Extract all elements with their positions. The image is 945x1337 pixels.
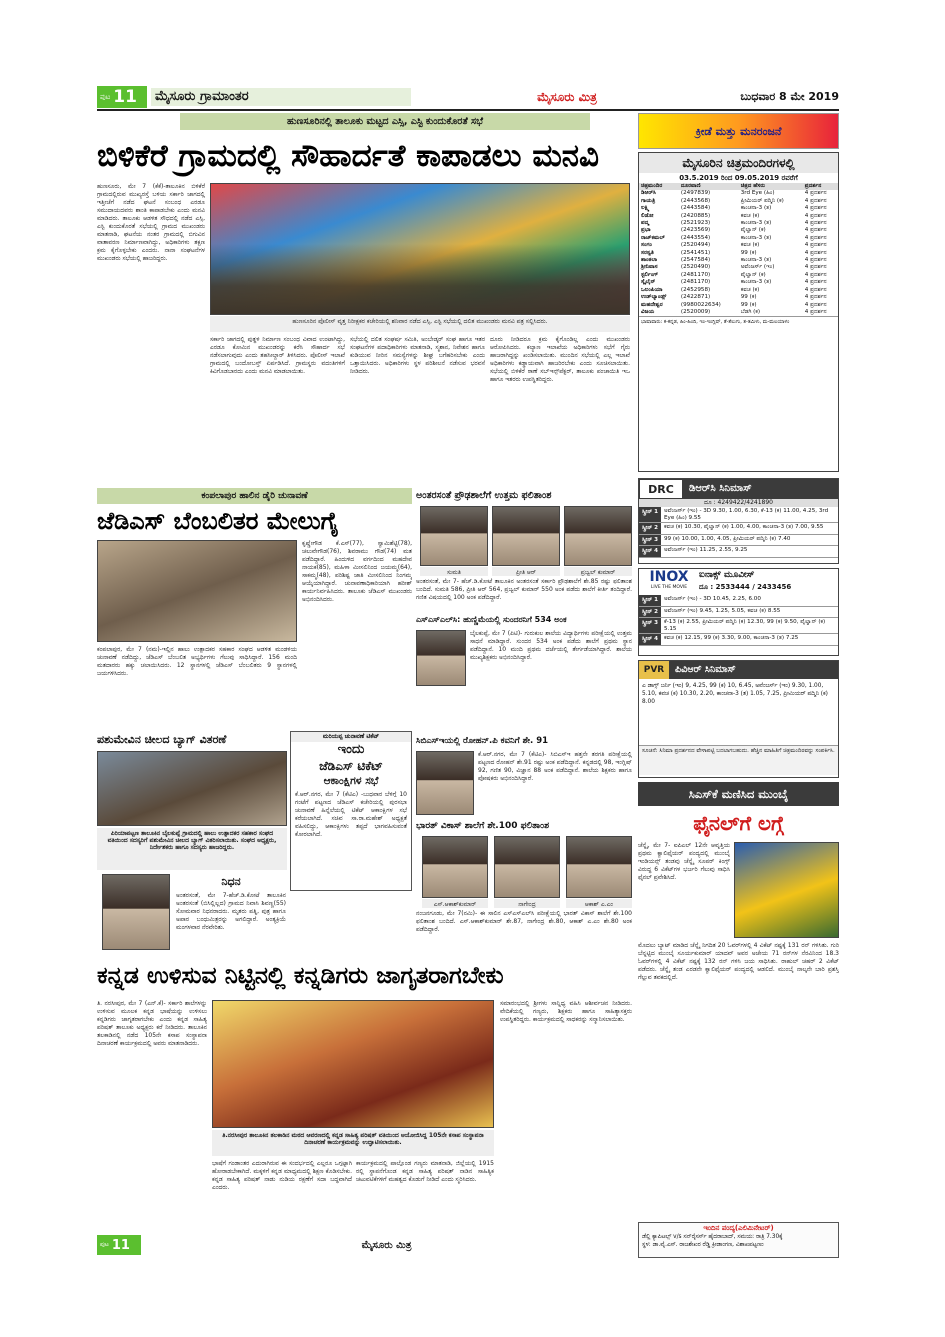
cell-phone: (2541451) bbox=[680, 249, 711, 256]
footer-paper-name: ಮೈಸೂರು ಮಿತ್ರ bbox=[361, 1239, 412, 1251]
cinema-row bbox=[639, 198, 838, 205]
cell-phone: (2520490) bbox=[680, 264, 711, 271]
cinema-row bbox=[639, 287, 838, 294]
cell-shows: 4 ಪ್ರದರ್ಶನ bbox=[804, 308, 827, 315]
footer-page-number: 11 bbox=[111, 1237, 130, 1253]
cbse-body-text: ಕೆ.ಆರ್.ನಗರ, ಮೇ 7 (ಕೆಟಿಎ)- ಸಿಬಿಎಸ್‌ಇ ಹತ್ತನೇ ತರಗತಿ ಪರೀಕ್ಷೆಯಲ್ಲಿ ಪಟ್ಟಣದ ರೋಹನ್ ಶೇ.91 ರಷ್ಟು ಅಂಕ ಪಡೆದಿದ್ದಾನೆ. ಕನ್ನಡದಲ್ಲಿ 98, ಇಂಗ್ಲಿಷ್ 92, ಗಣಿತ 90, ವಿಜ್ಞಾನ 88 ಅಂಕ ಪಡೆದಿದ್ದಾನೆ. ಶಾಲೆಯ ಶಿಕ್ಷಕರು ಹಾಗೂ ಪೋಷಕರು ಅಭಿನಂದಿಸಿದ್ದಾರೆ. bbox=[478, 751, 632, 782]
pvr-block bbox=[638, 660, 839, 778]
inox-screen-row bbox=[639, 607, 838, 619]
cinema-row bbox=[639, 302, 838, 309]
page-footer bbox=[97, 1235, 632, 1255]
nidhana-body bbox=[176, 892, 286, 950]
jds-meet-h2: ಜೆಡಿಎಸ್ ಟಿಕೆಟ್ bbox=[319, 759, 383, 773]
jds-meet-h3: ಆಕಾಂಕ್ಷಿಗಳ ಸಭೆ bbox=[323, 775, 379, 787]
cinema-title: ಮೈಸೂರಿನ ಚಿತ್ರಮಂದಿರಗಳಲ್ಲಿ bbox=[639, 153, 838, 173]
inox-screen-row bbox=[639, 595, 838, 607]
kannada-footer-text: ಕಾರ್ಯಕ್ರಮದಲ್ಲಿ ಪಾಲ್ಗೊಂಡ ಗಣ್ಯರು ಮಾತನಾಡಿ, ಜಿಲ್ಲೆಯಲ್ಲಿ 1915 ರಲ್ಲಿ ಸ್ಥಾಪನೆಗೊಂಡ ಕನ್ನಡ ಸಾಹಿತ್ಯ ಪರಿಷತ್ ನಾಡಿನ ಸಾಹಿತ್ಯಿಕ ಚಟುವಟಿಕೆಗಳಿಗೆ ಮಹತ್ವದ ಕೊಡುಗೆ ನೀಡಿದೆ ಎಂದು ಸ್ಮರಿಸಿದರು. bbox=[356, 1160, 494, 1183]
cell-theatre: ಒಲಂಪಿಯಾ bbox=[641, 286, 663, 293]
cell-film: ಅವೆಂಜರ್ಸ್ (ಇಂ) bbox=[740, 264, 775, 271]
cell-theatre: ಮಹದೇಶ್ವರ bbox=[641, 301, 663, 308]
cell-theatre: ವಿಜಯ bbox=[641, 308, 655, 315]
csk-body2-text: ಮೊದಲು ಬ್ಯಾಟ್ ಮಾಡಿದ ಚೆನ್ನೈ ನಿಗದಿತ 20 ಓವರ್‌ಗಳಲ್ಲಿ 4 ವಿಕೆಟ್ ನಷ್ಟಕ್ಕೆ 131 ರನ್ ಗಳಿಸಿತು. ಗುರಿ ಬೆನ್ನಟ್ಟಿದ ಮುಂಬೈ ಸೂರ್ಯಕುಮಾರ್ ಯಾದವ್ ಅವರ ಅಜೇಯ 71 ರನ್‌ಗಳ ನೆರವಿನಿಂದ 18.3 ಓವರ್‌ಗಳಲ್ಲಿ 4 ವಿಕೆಟ್ ನಷ್ಟಕ್ಕೆ 132 ರನ್ ಗಳಿಸಿ ಜಯ ಸಾಧಿಸಿತು. ರಾಹುಲ್ ಚಹರ್ 2 ವಿಕೆಟ್ ಪಡೆದರು. ಚೆನ್ನೈ ತಂಡ ಎರಡನೇ ಕ್ವಾಲಿಫೈಯರ್ ಪಂದ್ಯದಲ್ಲಿ ಆಡಲಿದೆ. ಮುಂಬೈ ನಾಲ್ಕನೇ ಬಾರಿ ಪ್ರಶಸ್ತಿ ಗೆಲ್ಲುವ ತವಕದಲ್ಲಿದೆ. bbox=[638, 942, 839, 981]
cell-film: ಕಾಂಚನಾ-3 (ತ) bbox=[740, 220, 772, 227]
cinema-row bbox=[639, 190, 838, 197]
cell-shows: 4 ಪ್ರದರ್ಶನ bbox=[804, 286, 827, 293]
nidhana-headline: ನಿಧನ bbox=[221, 875, 241, 888]
student-name: ಪ್ರಜ್ವಲ್ ಕುಮಾರ್ bbox=[564, 567, 632, 576]
student-name: ಪ್ರೀತಿ ಆರ್ bbox=[492, 567, 560, 576]
kampalapura-photo bbox=[97, 540, 297, 642]
screen-label: ಸ್ಕ್ರೀನ್ 2 bbox=[639, 607, 661, 618]
kampalapura-body1-text: ಕೃಷ್ಣೇಗೌಡ ಕೆ.ಎಸ್(77), ಸ್ವಾಮಿಶೆಟ್ಟಿ(78), ಚಲುವೇಗೌಡ(76), ಶಿವರಾಮು ಗೌಡ(74) ಮತ ಪಡೆದಿದ್ದಾರೆ. ಹಿಂದುಳಿದ ವರ್ಗದಿಂದ ಮಹದೇವ ನಾಯಕ(85), ಮಹಿಳಾ ಮೀಸಲಿನಿಂದ ಜಯಮ್ಮ(64), ಸಾಕಮ್ಮ(48), ಪರಿಶಿಷ್ಟ ಜಾತಿ ಮೀಸಲಿನಿಂದ ನಿಂಗಮ್ಮ ಆಯ್ಕೆಯಾಗಿದ್ದಾರೆ. ಚುನಾವಣಾಧಿಕಾರಿಯಾಗಿ ಹರೀಶ್ ಕಾರ್ಯನಿರ್ವಹಿಸಿದರು. ತಾಲೂಕು ಜೆಡಿಎಸ್ ಮುಖಂಡರು ಅಭಿನಂದಿಸಿದರು. bbox=[302, 540, 412, 603]
kannada-footer bbox=[356, 1160, 494, 1232]
cell-phone: (2521923) bbox=[680, 220, 711, 227]
cell-film: ಕಾಂಚನಾ-3 (ತ) bbox=[740, 205, 772, 212]
kampalapura-kicker: ಕಂಪಲಾಪುರ ಹಾಲಿನ ಡೈರಿ ಚುನಾವಣೆ bbox=[97, 488, 412, 504]
footer-page-box bbox=[97, 1235, 141, 1255]
student-photo bbox=[492, 506, 560, 566]
kampalapura-body1 bbox=[302, 540, 412, 728]
drc-logo: DRC bbox=[639, 479, 683, 499]
cell-phone: (9980022634) bbox=[680, 301, 721, 308]
cinema-row bbox=[639, 227, 838, 234]
cell-theatre: ಗಾಯತ್ರಿ bbox=[641, 197, 656, 204]
page-number-box bbox=[97, 86, 147, 108]
sslc-headline: ಎಸ್‌ಎಸ್‌ಎಲ್‌ಸಿ: ಹುಣ್ಣಿಮೆಯಲ್ಲಿ ಸುಂದರನಿಗೆ 534 ಅಂಕ bbox=[416, 615, 567, 624]
cell-theatre: ಶಾಂತಲಾ bbox=[641, 257, 658, 264]
cell-theatre: ಸರಸ್ವತಿ bbox=[641, 249, 654, 256]
cell-theatre: ಲಕ್ಷ್ಮಿ bbox=[641, 205, 650, 212]
cinema-row bbox=[639, 235, 838, 242]
cinema-listing bbox=[638, 152, 839, 472]
inox-screen-row bbox=[639, 634, 838, 646]
sslc-body-text: ಬೈಲಕುಪ್ಪೆ, ಮೇ 7 (ಪಿಟಿ)- ಗುರುಕುಲ ಶಾಲೆಯ ವಿದ್ಯಾರ್ಥಿಗಳು ಪರೀಕ್ಷೆಯಲ್ಲಿ ಉತ್ತಮ ಸಾಧನೆ ಮಾಡಿದ್ದಾರೆ. ಸುಂದರ 534 ಅಂಕ ಪಡೆದು ಶಾಲೆಗೆ ಪ್ರಥಮ ಸ್ಥಾನ ಪಡೆದಿದ್ದಾನೆ. 10 ಮಂದಿ ಪ್ರಥಮ ದರ್ಜೆಯಲ್ಲಿ ತೇರ್ಗಡೆಯಾಗಿದ್ದಾರೆ. ಶಾಲೆಯ ಮುಖ್ಯಶಿಕ್ಷಕರು ಅಭಿನಂದಿಸಿದ್ದಾರೆ. bbox=[470, 630, 632, 661]
cell-theatre: ಶ್ರೀನಿವಾಸ bbox=[641, 264, 658, 271]
screen-label: ಸ್ಕ್ರೀನ್ 4 bbox=[639, 546, 661, 557]
csk-headline: ಫೈನಲ್‌ಗೆ ಲಗ್ಗೆ bbox=[693, 811, 784, 835]
screen-schedule: ಅವೆಂಜರ್ಸ್ (ಇಂ) 11.25, 2.55, 9.25 bbox=[664, 547, 748, 554]
pashu-caption: ಪಿರಿಯಾಪಟ್ಟಣ ತಾಲೂಕಿನ ಬೈಲಕುಪ್ಪೆ ಗ್ರಾಮದಲ್ಲಿ ಹಾಲು ಉತ್ಪಾದಕರ ಸಹಕಾರ ಸಂಘದ ವತಿಯಿಂದ ಸದಸ್ಯರಿಗೆ ಪಶುಮೇವಿನ ಚೀಲದ ಬ್ಯಾಗ್ ವಿತರಿಸಲಾಯಿತು. ಸಂಘದ ಅಧ್ಯಕ್ಷರು, ನಿರ್ದೇಶಕರು ಹಾಗೂ ಸದಸ್ಯರು ಹಾಜರಿದ್ದರು. bbox=[97, 828, 287, 870]
cell-theatre: ಪ್ರಭಾ bbox=[641, 227, 651, 234]
lead-caption: ಹುಣಸೂರಿನ ಪೊಲೀಸ್ ವೃತ್ತ ನಿರೀಕ್ಷಕರ ಕಚೇರಿಯಲ್ಲಿ ಶನಿವಾರ ನಡೆದ ಎಸ್ಸಿ, ಎಸ್ಟಿ ಸಭೆಯಲ್ಲಿ ದಲಿತ ಮುಖಂಡರು ಮನವಿ ಪತ್ರ ಸಲ್ಲಿಸಿದರು. bbox=[210, 316, 630, 332]
cell-theatre: ಉಡ್‌ಲ್ಯಾಂಡ್ಸ್ bbox=[641, 294, 667, 301]
cell-film: 99 (ಕ) bbox=[740, 294, 757, 301]
cinema-row bbox=[639, 279, 838, 286]
kannada-body2-text: ಭಾಷೆಗೆ ಗಂಡಾಂತರ ಎದುರಾಗಿರುವ ಈ ಸಂದರ್ಭದಲ್ಲಿ ಎಲ್ಲರೂ ಒಗ್ಗಟ್ಟಾಗಿ ಹೋರಾಡಬೇಕಾಗಿದೆ. ಮಕ್ಕಳಿಗೆ ಕನ್ನಡ ಮಾಧ್ಯಮದಲ್ಲಿ ಶಿಕ್ಷಣ ಕೊಡಿಸಬೇಕು. ಕನ್ನಡ ಸಾಹಿತ್ಯ ಪರಿಷತ್ ನಾಡು ನುಡಿಯ ರಕ್ಷಣೆಗೆ ಸದಾ ಬದ್ಧವಾಗಿದೆ ಎಂದರು. bbox=[212, 1160, 352, 1191]
kannada-body3-text: ಸಮಾರಂಭದಲ್ಲಿ ಶ್ರೀಗಳು ಸಾನ್ನಿಧ್ಯ ವಹಿಸಿ ಆಶೀರ್ವಚನ ನೀಡಿದರು. ವೇದಿಕೆಯಲ್ಲಿ ಗಣ್ಯರು, ಶಿಕ್ಷಕರು ಹಾಗೂ ಸಾಹಿತ್ಯಾಸಕ್ತರು ಉಪಸ್ಥಿತರಿದ್ದರು. ಕಾರ್ಯಕ್ರಮದಲ್ಲಿ ಸಾಧಕರನ್ನು ಸನ್ಮಾನಿಸಲಾಯಿತು. bbox=[500, 1000, 632, 1023]
screen-schedule: ಕೆ-13 (ಕ) 2.55, ಪ್ರೀಮಿಯರ್ ಪದ್ಮಿನಿ (ಕ) 12.30, 99 (ಕ) 9.50, ಪೈಲ್ವಾನ್ (ಕ) 5.15 bbox=[664, 619, 826, 632]
screen-schedule: ಕವಚ (ಕ) 12.15, 99 (ಕ) 3.30, 9.00, ಕಾಂಚನಾ-3 (ತ) 7.25 bbox=[664, 635, 799, 642]
kampalapura-headline: ಜೆಡಿಎಸ್ ಬೆಂಬಲಿತರ ಮೇಲುಗೈ bbox=[97, 507, 339, 535]
csk-body1 bbox=[638, 842, 730, 938]
col-theatre: ಚಿತ್ರಮಂದಿರ bbox=[641, 183, 663, 189]
cell-phone: (2443584) bbox=[680, 205, 711, 212]
csk-match-label: ಇಂದಿನ ಪಂದ್ಯ(ಎಲಿಮಿನೇಟರ್) bbox=[703, 1224, 774, 1232]
student-name: ಆಕಾಶ್ ಎ.ಎಂ bbox=[566, 899, 632, 908]
drc-title: ಡಿಆರ್‌ಸಿ ಸಿನಿಮಾಸ್ bbox=[689, 483, 752, 494]
cinema-table bbox=[639, 183, 838, 316]
kampalapura-body2-text: ಕಂಪಲಾಪುರ, ಮೇ 7 (ನಮ)-ಇಲ್ಲಿನ ಹಾಲು ಉತ್ಪಾದಕರ ಸಹಕಾರ ಸಂಘದ ಆಡಳಿತ ಮಂಡಳಿಯ ಚುನಾವಣೆ ನಡೆದಿದ್ದು, ಜೆಡಿಎಸ್ ಬೆಂಬಲಿತ ಅಭ್ಯರ್ಥಿಗಳು ಗೆಲುವು ಸಾಧಿಸಿದ್ದಾರೆ. 156 ಮಂದಿ ಮತದಾರರು ಹಕ್ಕು ಚಲಾಯಿಸಿದರು. 12 ಸ್ಥಾನಗಳಲ್ಲಿ ಜೆಡಿಎಸ್ ಬೆಂಬಲಿತರು 9 ಸ್ಥಾನಗಳಲ್ಲಿ ಜಯಗಳಿಸಿದರು. bbox=[97, 646, 297, 677]
pvr-title: ಪಿವಿಆರ್ ಸಿನಿಮಾಸ್ bbox=[675, 664, 736, 675]
cinema-row bbox=[639, 250, 838, 257]
drc-phone: ದೂ : 4249422/4241890 bbox=[639, 499, 838, 507]
cinema-row bbox=[639, 213, 838, 220]
csk-body2 bbox=[638, 942, 839, 1216]
lead-kicker: ಹುಣಸೂರಿನಲ್ಲಿ ತಾಲೂಕು ಮಟ್ಟದ ಎಸ್ಸಿ, ಎಸ್ಟಿ ಕುಂದುಕೊರತೆ ಸಭೆ bbox=[180, 113, 590, 130]
cell-shows: 4 ಪ್ರದರ್ಶನ bbox=[804, 242, 827, 249]
cell-phone: (2497839) bbox=[680, 190, 711, 197]
drc-screen-row bbox=[639, 546, 838, 558]
col-film: ಚಿತ್ರದ ಹೆಸರು bbox=[740, 183, 766, 189]
cell-theatre: ಸ್ಟರ್ಲಿಂಗ್ bbox=[641, 271, 659, 278]
kannada-headline: ಕನ್ನಡ ಉಳಿಸುವ ನಿಟ್ಟಿನಲ್ಲಿ ಕನ್ನಡಿಗರು ಜಾಗೃತರಾಗಬೇಕು bbox=[97, 961, 504, 989]
cell-film: 99 (ಕ) bbox=[740, 301, 757, 308]
cbse-photo bbox=[416, 751, 474, 815]
cinema-footer: ಭಾಷಾವಾರು: ಕ-ಕನ್ನಡ, ಹಿಂ-ಹಿಂದಿ, ಇಂ-ಇಂಗ್ಲಿಷ್, ತೆ-ತೆಲುಗು, ತ-ತಮಿಳು, ಮ-ಮಲಯಾಳಂ bbox=[639, 316, 838, 328]
cinema-row bbox=[639, 205, 838, 212]
cell-film: ಕಾಂಚನಾ-3 (ತ) bbox=[740, 257, 772, 264]
student-photo bbox=[420, 506, 488, 566]
cell-shows: 4 ಪ್ರದರ್ಶನ bbox=[804, 257, 827, 264]
cell-film: ಕಾಂಚನಾ-3 (ತ) bbox=[740, 279, 772, 286]
cinema-row bbox=[639, 309, 838, 316]
kampalapura-body2 bbox=[97, 646, 297, 728]
pvr-header bbox=[639, 661, 838, 679]
drc-screen-row bbox=[639, 507, 838, 523]
col-shows: ಪ್ರದರ್ಶನ bbox=[804, 183, 822, 189]
cell-phone: (2481170) bbox=[680, 279, 711, 286]
cell-phone: (2422871) bbox=[680, 294, 711, 301]
nidhana-body-text: ಅಂತರಸಂತೆ, ಮೇ 7-ಹೆಚ್.ಡಿ.ಕೋಟೆ ತಾಲೂಕಿನ ಅಂತರಸಂತೆ (ಬಿಸಿಲ್ಲಿಲ್ಲದ) ಗ್ರಾಮದ ನಿವಾಸಿ ಶಿವಣ್ಣ(55) ಸೋಮವಾರ ನಿಧನರಾದರು. ಮೃತರು ಪತ್ನಿ, ಪುತ್ರ ಹಾಗೂ ಅಪಾರ ಬಂಧುಮಿತ್ರರನ್ನು ಅಗಲಿದ್ದಾರೆ. ಅಂತ್ಯಕ್ರಿಯೆ ಮಂಗಳವಾರ ನೆರವೇರಿತು. bbox=[176, 892, 286, 931]
kannada-photo bbox=[212, 1000, 494, 1128]
issue-date: ಬುಧವಾರ 8 ಮೇ 2019 bbox=[740, 90, 839, 103]
inox-phone: ದೂ : 2533444 / 2433456 bbox=[699, 583, 792, 591]
screen-schedule: ಅವೆಂಜರ್ಸ್ (ಇಂ) 9.45, 1.25, 5.05, ಕವಚ (ಕ) 8.55 bbox=[664, 607, 781, 614]
page-label: ಪುಟ bbox=[100, 92, 111, 101]
cell-shows: 4 ಪ್ರದರ್ಶನ bbox=[804, 279, 827, 286]
lead-col1-text: ಹುಣಸೂರು, ಮೇ 7 (ಕೆಕೆ)-ತಾಲೂಕಿನ ಬಿಳಿಕೆರೆ ಗ್ರಾಮದಲ್ಲಿರುವ ಮುಖ್ಯರಸ್ತೆ ಬಳಿಯ ಸರ್ಕಾರಿ ಜಾಗದಲ್ಲಿ ಇತ್ತೀಚೆಗೆ ನಡೆದ ಘಟನೆ ಸಂಬಂಧ ಎರಡೂ ಸಮುದಾಯದವರು ಶಾಂತಿ ಕಾಪಾಡಬೇಕು ಎಂದು ಮನವಿ ಮಾಡಿದರು. ತಾಲೂಕು ಆಡಳಿತ ಸೌಧದಲ್ಲಿ ನಡೆದ ಎಸ್ಸಿ, ಎಸ್ಟಿ ಕುಂದುಕೊರತೆ ಸಭೆಯಲ್ಲಿ ಗ್ರಾಮದ ಮುಖಂಡರು ಮಾತನಾಡಿ, ಘಟನೆಯ ನಂತರ ಗ್ರಾಮದಲ್ಲಿ ಬಿಗುವಿನ ವಾತಾವರಣ ನಿರ್ಮಾಣವಾಗಿದ್ದು, ಅಧಿಕಾರಿಗಳು ತಕ್ಷಣ ಕ್ರಮ ಕೈಗೊಳ್ಳಬೇಕು ಎಂದರು. ನಾನಾ ಸಂಘಟನೆಗಳ ಮುಖಂಡರು ಸಭೆಯಲ್ಲಿ ಹಾಜರಿದ್ದರು. bbox=[97, 183, 205, 262]
sports-banner-text: ಕ್ರೀಡೆ ಮತ್ತು ಮನರಂಜನೆ bbox=[695, 125, 782, 138]
antarasante-body-text: ಅಂತರಸಂತೆ, ಮೇ 7- ಹೆಚ್.ಡಿ.ಕೋಟೆ ತಾಲೂಕಿನ ಅಂತರಸಂತೆ ಸರ್ಕಾರಿ ಪ್ರೌಢಶಾಲೆಗೆ ಶೇ.85 ರಷ್ಟು ಫಲಿತಾಂಶ ಬಂದಿದೆ. ಸುಮತಿ 586, ಪ್ರೀತಿ ಆರ್ 564, ಪ್ರಜ್ವಲ್ ಕುಮಾರ್ 550 ಅಂಕ ಪಡೆದು ಶಾಲೆಗೆ ಕೀರ್ತಿ ತಂದಿದ್ದಾರೆ. ಗಣಿತ ವಿಷಯದಲ್ಲಿ 100 ಅಂಕ ಪಡೆದಿದ್ದಾರೆ. bbox=[416, 578, 632, 601]
cell-phone: (2423569) bbox=[680, 227, 711, 234]
kannada-body1-text: ತಿ. ನರಸೀಪುರ, ಮೇ 7 (ಎನ್.ಕೆ)- ಸರ್ಕಾರಿ ಶಾಲೆಗಳನ್ನು ಉಳಿಸುವ ಮೂಲಕ ಕನ್ನಡ ಭಾಷೆಯನ್ನು ಉಳಿಸಲು ಕನ್ನಡಿಗರು ಜಾಗೃತರಾಗಬೇಕು ಎಂದು ಕನ್ನಡ ಸಾಹಿತ್ಯ ಪರಿಷತ್ ತಾಲೂಕು ಅಧ್ಯಕ್ಷರು ಕರೆ ನೀಡಿದರು. ತಾಲೂಕಿನ ತಲಕಾಡಿನಲ್ಲಿ ನಡೆದ 105ನೇ ಕಸಾಪ ಸಂಸ್ಥಾಪನಾ ದಿನಾಚರಣೆ ಕಾರ್ಯಕ್ರಮದಲ್ಲಿ ಅವರು ಮಾತನಾಡಿದರು. bbox=[97, 1000, 207, 1047]
cell-film: ಕವಚ (ಕ) bbox=[740, 242, 760, 249]
student-name: ನಾಗೇಂದ್ರ bbox=[494, 899, 560, 908]
jds-meet-kicker: ಮರಿಯಪ್ಪ ಚುನಾವಣೆ ಟಿಕೆಟ್ bbox=[291, 732, 411, 742]
drc-header bbox=[639, 479, 838, 499]
student-photo bbox=[422, 836, 488, 898]
cinema-row bbox=[639, 257, 838, 264]
cell-film: ಪ್ರೀಮಿಯರ್ ಪದ್ಮಿನಿ (ಕ) bbox=[740, 197, 784, 204]
cell-film: ಪೈಲ್ವಾನ್ (ಕ) bbox=[740, 227, 766, 234]
cell-film: ಕವಚ (ಕ) bbox=[740, 286, 760, 293]
screen-label: ಸ್ಕ್ರೀನ್ 4 bbox=[639, 634, 661, 645]
col-phone: ದೂರವಾಣಿ bbox=[680, 183, 701, 189]
drc-screen-row bbox=[639, 523, 838, 535]
jds-meet-body-text: ಕೆ.ಆರ್.ನಗರ, ಮೇ 7 (ಕೆಟಿಎ) -ಬುಧವಾರ ಬೆಳಿಗ್ಗೆ 10 ಗಂಟೆಗೆ ಪಟ್ಟಣದ ಜೆಡಿಎಸ್ ಕಚೇರಿಯಲ್ಲಿ ಪುರಸಭಾ ಚುನಾವಣೆ ಹಿನ್ನೆಲೆಯಲ್ಲಿ ಟಿಕೆಟ್ ಆಕಾಂಕ್ಷಿಗಳ ಸಭೆ ಕರೆಯಲಾಗಿದೆ. ಸಚಿವ ಸಾ.ರಾ.ಮಹೇಶ್ ಅಧ್ಯಕ್ಷತೆ ವಹಿಸಲಿದ್ದು, ಆಕಾಂಕ್ಷಿಗಳು ತಪ್ಪದೆ ಭಾಗವಹಿಸುವಂತೆ ಕೋರಲಾಗಿದೆ. bbox=[295, 791, 407, 838]
cell-film: ಪೈಲ್ವಾನ್ (ಕ) bbox=[740, 271, 766, 278]
inox-header bbox=[639, 569, 838, 595]
cell-phone: (2520009) bbox=[680, 308, 711, 315]
cell-phone: (2443568) bbox=[680, 197, 711, 204]
csk-match-text: ಡೆಲ್ಲಿ ಕ್ಯಾಪಿಟಲ್ಸ್ v/s ಸನ್‌ರೈಸರ್ಸ್ ಹೈದರಾಬಾದ್, ಸಮಯ: ರಾತ್ರಿ 7.30ಕ್ಕೆ bbox=[642, 1234, 783, 1240]
lead-col4-text: ದೂರು ನೀಡಿದರೂ ಕ್ರಮ ಕೈಗೊಂಡಿಲ್ಲ ಎಂದು ಮುಖಂಡರು ಆರೋಪಿಸಿದರು. ಕಲ್ಯಾಣ ಇಲಾಖೆಯ ಅಧಿಕಾರಿಗಳು ಸಭೆಗೆ ಗೈರು ಹಾಜರಾಗಿದ್ದನ್ನು ಖಂಡಿಸಲಾಯಿತು. ಮುಂದಿನ ಸಭೆಯಲ್ಲಿ ಎಲ್ಲ ಇಲಾಖೆ ಅಧಿಕಾರಿಗಳು ಕಡ್ಡಾಯವಾಗಿ ಹಾಜರಿರಬೇಕು ಎಂದು ಸೂಚಿಸಲಾಯಿತು. ಸಭೆಯಲ್ಲಿ ಬಿಳಿಕೆರೆ ಠಾಣೆ ಸಬ್‌ಇನ್ಸ್‌ಪೆಕ್ಟರ್, ತಾಲೂಕು ಪಂಚಾಯಿತಿ ಇಒ ಹಾಗೂ ಇತರರು ಉಪಸ್ಥಿತರಿದ್ದರು. bbox=[490, 336, 630, 383]
lead-col2-text: ಸರ್ಕಾರಿ ಜಾಗದಲ್ಲಿ ಪುತ್ಥಳಿ ನಿರ್ಮಾಣ ಸಂಬಂಧ ವಿವಾದ ಉಂಟಾಗಿದ್ದು, ಎರಡೂ ಕೋಮಿನ ಮುಖಂಡರನ್ನು ಕರೆಸಿ ಸೌಹಾರ್ದ ಸಭೆ ನಡೆಸಲಾಗುವುದು ಎಂದು ತಹಸೀಲ್ದಾರ್ ತಿಳಿಸಿದರು. ಪೊಲೀಸ್ ಇಲಾಖೆ ಗ್ರಾಮದಲ್ಲಿ ಬಂದೋಬಸ್ತ್ ಏರ್ಪಡಿಸಿದೆ. ಗ್ರಾಮಸ್ಥರು ವದಂತಿಗಳಿಗೆ ಕಿವಿಗೊಡಬಾರದು ಎಂದು ಮನವಿ ಮಾಡಲಾಯಿತು. bbox=[210, 336, 345, 375]
cell-shows: 4 ಪ್ರದರ್ಶನ bbox=[804, 190, 827, 197]
inox-block bbox=[638, 568, 839, 656]
lead-col3-text: ಸಭೆಯಲ್ಲಿ ದಲಿತ ಸಂಘರ್ಷ ಸಮಿತಿ, ಅಂಬೇಡ್ಕರ್ ಸಂಘ ಹಾಗೂ ಇತರ ಸಂಘಟನೆಗಳ ಪದಾಧಿಕಾರಿಗಳು ಮಾತನಾಡಿ, ಸ್ಮಶಾನ, ನಿವೇಶನ ಹಾಗೂ ಕುಡಿಯುವ ನೀರಿನ ಸಮಸ್ಯೆಗಳನ್ನು ಶೀಘ್ರ ಬಗೆಹರಿಸಬೇಕು ಎಂದು ಒತ್ತಾಯಿಸಿದರು. ಅಧಿಕಾರಿಗಳು ಸ್ಥಳ ಪರಿಶೀಲನೆ ನಡೆಸುವ ಭರವಸೆ ನೀಡಿದರು. bbox=[350, 336, 485, 375]
cell-film: 99 (ಕ) bbox=[740, 249, 757, 256]
lead-headline: ಬಿಳಿಕೆರೆ ಗ್ರಾಮದಲ್ಲಿ ಸೌಹಾರ್ದತೆ ಕಾಪಾಡಲು ಮನವಿ bbox=[97, 138, 600, 174]
screen-label: ಸ್ಕ್ರೀನ್ 3 bbox=[639, 618, 661, 633]
screen-label: ಸ್ಕ್ರೀನ್ 3 bbox=[639, 535, 661, 546]
cell-phone: (2547584) bbox=[680, 257, 711, 264]
jds-meet-h1: ಇಂದು bbox=[337, 742, 365, 757]
cell-film: ಕವಚ (ಕ) bbox=[740, 212, 760, 219]
masthead-rule bbox=[97, 109, 839, 111]
masthead bbox=[97, 86, 839, 108]
cell-shows: 4 ಪ್ರದರ್ಶನ bbox=[804, 264, 827, 271]
lead-col4 bbox=[490, 336, 630, 483]
cell-phone: (2520494) bbox=[680, 242, 711, 249]
cell-theatre: ಡಿಆರ್‌ಸಿ bbox=[641, 190, 656, 197]
pvr-logo: PVR bbox=[639, 661, 669, 679]
cell-phone: (2420885) bbox=[680, 212, 711, 219]
lead-col1 bbox=[97, 183, 205, 483]
kannada-caption: ತಿ.ನರಸೀಪುರ ತಾಲೂಕಿನ ತಲಕಾಡಿನ ಮಠದ ಆವರಣದಲ್ಲಿ ಕನ್ನಡ ಸಾಹಿತ್ಯ ಪರಿಷತ್ ವತಿಯಿಂದ ಆಯೋಜಿಸಿದ್ದ 105ನೇ ಕಸಾಪ ಸಂಸ್ಥಾಪನಾ ದಿನಾಚರಣೆ ಕಾರ್ಯಕ್ರಮವನ್ನು ಉದ್ಘಾಟಿಸಲಾಯಿತು. bbox=[212, 1130, 494, 1156]
bharath-body-text: ನಂಜನಗೂಡು, ಮೇ 7(ನಮಿ)- ಈ ಸಾಲಿನ ಎಸ್‌ಎಸ್‌ಎಲ್‌ಸಿ ಪರೀಕ್ಷೆಯಲ್ಲಿ ಭಾರತ್ ವಿಕಾಸ್ ಶಾಲೆಗೆ ಶೇ.100 ಫಲಿತಾಂಶ ಬಂದಿದೆ. ಎಸ್.ಆಕಾಶ್‌ಕುಮಾರ್ ಶೇ.87, ನಾಗೇಂದ್ರ ಶೇ.80, ಆಕಾಶ್ ಎ.ಎಂ ಶೇ.80 ಅಂಕ ಪಡೆದಿದ್ದಾರೆ. bbox=[416, 910, 632, 933]
csk-match-venue: ಸ್ಥಳ: ಡಾ.ವೈ.ಎಸ್. ರಾಜಶೇಖರ ರೆಡ್ಡಿ ಕ್ರೀಡಾಂಗಣ, ವಿಶಾಖಪಟ್ಟಣಂ bbox=[642, 1242, 764, 1248]
csk-photo bbox=[734, 842, 839, 938]
pvr-note: ಸೂಚನೆ: ಸಿನಿಮಾ ಪ್ರದರ್ಶನದ ವೇಳಾಪಟ್ಟಿ ಬದಲಾಗಬಹುದು. ಹೆಚ್ಚಿನ ಮಾಹಿತಿಗೆ ಚಿತ್ರಮಂದಿರವನ್ನು ಸಂಪರ್ಕಿಸಿ. bbox=[639, 745, 838, 775]
screen-schedule: ಅವೆಂಜರ್ಸ್ (ಇಂ) - 3D 10.45, 2.25, 6.00 bbox=[664, 596, 761, 602]
cell-shows: 4 ಪ್ರದರ್ಶನ bbox=[804, 294, 827, 301]
cell-theatre: ಲಿಡೋ bbox=[641, 212, 654, 219]
cinema-date-range: 03.5.2019 ರಿಂದ 09.05.2019 ರವರೆಗೆ bbox=[679, 174, 798, 182]
cinema-row bbox=[639, 294, 838, 301]
sslc-body bbox=[470, 630, 632, 730]
cbse-body bbox=[478, 751, 632, 815]
cinema-row bbox=[639, 242, 838, 249]
cell-shows: 4 ಪ್ರದರ್ಶನ bbox=[804, 227, 827, 234]
screen-schedule: ಅವೆಂಜರ್ಸ್ (ಇಂ) - 3D 9.30, 1.00, 6.30, ಕೆ-13 (ಕ) 11.00, 4.25, 3rd Eye (ಹಿಂ) 9.55 bbox=[664, 508, 829, 521]
kannada-body3 bbox=[500, 1000, 632, 1232]
inox-screen-row bbox=[639, 618, 838, 634]
cell-film: ಬೆಡಗಿ (ಕ) bbox=[740, 308, 761, 315]
student-photo bbox=[494, 836, 560, 898]
cell-phone: (2443554) bbox=[680, 234, 711, 241]
inox-logo: INOX bbox=[649, 569, 689, 585]
cell-shows: 4 ಪ್ರದರ್ಶನ bbox=[804, 220, 827, 227]
antarasante-headline: ಅಂತರಸಂತೆ ಪ್ರೌಢಶಾಲೆಗೆ ಉತ್ತಮ ಫಲಿತಾಂಶ bbox=[416, 490, 552, 501]
cell-shows: 4 ಪ್ರದರ್ಶನ bbox=[804, 205, 827, 212]
jds-meet-box bbox=[290, 731, 412, 891]
cell-film: 3rd Eye (ಹಿಂ) bbox=[740, 190, 775, 197]
screen-schedule: 99 (ಕ) 10.00, 1.00, 4.05, ಪ್ರೀಮಿಯರ್ ಪದ್ಮಿನಿ (ಕ) 7.40 bbox=[664, 535, 791, 542]
cell-film: ಕಾಂಚನಾ-3 (ತ) bbox=[740, 234, 772, 241]
obituary-photo bbox=[102, 874, 170, 950]
lead-col3 bbox=[350, 336, 485, 483]
bharath-body bbox=[416, 910, 632, 950]
lead-photo bbox=[210, 183, 630, 315]
cinema-row bbox=[639, 272, 838, 279]
cell-shows: 4 ಪ್ರದರ್ಶನ bbox=[804, 271, 827, 278]
kannada-body1 bbox=[97, 1000, 207, 1232]
screen-label: ಸ್ಕ್ರೀನ್ 1 bbox=[639, 507, 661, 522]
cbse-headline: ಸಿಬಿಎಸ್‌ಇಯಲ್ಲಿ ರೋಹನ್.ಪಿ ಕವನಿಗೆ ಶೇ. 91 bbox=[416, 736, 549, 746]
pashu-photo bbox=[97, 751, 287, 826]
drc-block bbox=[638, 478, 839, 564]
kannada-body2 bbox=[212, 1160, 352, 1232]
cell-phone: (2452958) bbox=[680, 286, 711, 293]
cell-shows: 4 ಪ್ರದರ್ಶನ bbox=[804, 301, 827, 308]
cell-phone: (2481170) bbox=[680, 271, 711, 278]
antarasante-body bbox=[416, 578, 632, 610]
screen-schedule: ಕವಚ (ಕ) 10.30, ಪೈಲ್ವಾನ್ (ಕ) 1.00, 4.00, ಕಾಂಚನಾ-3 (ತ) 7.00, 9.55 bbox=[664, 524, 824, 531]
student-photo bbox=[566, 836, 632, 898]
screen-label: ಸ್ಕ್ರೀನ್ 1 bbox=[639, 595, 661, 606]
drc-screen-row bbox=[639, 535, 838, 547]
cell-theatre: ಪದ್ಮ bbox=[641, 220, 649, 227]
inox-logo-sub: LIVE THE MOVIE bbox=[650, 585, 688, 590]
section-title: ಮೈಸೂರು ಗ್ರಾಮಾಂತರ bbox=[151, 88, 411, 106]
lead-photo-people bbox=[211, 244, 630, 314]
sslc-photo bbox=[416, 630, 466, 686]
student-name: ಸುಮತಿ bbox=[420, 567, 488, 576]
cell-shows: 4 ಪ್ರದರ್ಶನ bbox=[804, 212, 827, 219]
cell-shows: 4 ಪ್ರದರ್ಶನ bbox=[804, 197, 827, 204]
csk-match-box bbox=[638, 1222, 839, 1258]
cinema-row bbox=[639, 264, 838, 271]
student-name: ಎಸ್.ಆಕಾಶ್‌ಕುಮಾರ್ bbox=[422, 899, 488, 908]
cell-shows: 4 ಪ್ರದರ್ಶನ bbox=[804, 234, 827, 241]
cell-theatre: ರಾಜ್‌ಕಮಲ್ bbox=[641, 234, 665, 241]
page-number: 11 bbox=[113, 87, 137, 107]
pvr-schedule: ಎ ಡಾಗ್ಸ್ ಜರ್ನಿ (ಇಂ) 9, 4.25, 99 (ಕ) 10, 6.45, ಅವೆಂಜರ್ಸ್ (ಇಂ) 9.30, 1.00, 5.10, ಕವಚ (ಕ) 10.30, 2.20, ಕಾಂಚನಾ-3 (ತ) 1.05, 7.25, ಪ್ರೀಮಿಯರ್ ಪದ್ಮಿನಿ (ಕ) 8.00 bbox=[642, 683, 828, 705]
cinema-row bbox=[639, 220, 838, 227]
cell-theatre: ಸಂಗಂ bbox=[641, 242, 652, 249]
student-photo bbox=[564, 506, 632, 566]
jds-meet-body bbox=[291, 789, 411, 877]
cell-theatre: ಸ್ಕೈಲೈನ್ bbox=[641, 279, 656, 286]
footer-page-label: ಪುಟ bbox=[100, 1241, 109, 1248]
csk-kicker: ಸಿಎಸ್‌ಕೆ ಮಣಿಸಿದ ಮುಂಬೈ bbox=[638, 782, 839, 806]
cell-shows: 4 ಪ್ರದರ್ಶನ bbox=[804, 249, 827, 256]
pashu-headline: ಪಶುಮೇವಿನ ಚೀಲದ ಬ್ಯಾಗ್ ವಿತರಣೆ bbox=[97, 733, 227, 746]
paper-name: ಮೈಸೂರು ಮಿತ್ರ bbox=[537, 90, 597, 104]
screen-label: ಸ್ಕ್ರೀನ್ 2 bbox=[639, 523, 661, 534]
inox-title: ಐನಾಕ್ಸ್ ಮೂವೀಸ್ bbox=[699, 570, 755, 580]
lead-col2 bbox=[210, 336, 345, 483]
inox-logo-box bbox=[639, 569, 699, 595]
csk-body1-text: ಚೆನ್ನೈ, ಮೇ 7- ಐಪಿಎಲ್ 12ನೇ ಆವೃತ್ತಿಯ ಪ್ರಥಮ ಕ್ವಾಲಿಫೈಯರ್ ಪಂದ್ಯದಲ್ಲಿ ಮುಂಬೈ ಇಂಡಿಯನ್ಸ್ ತಂಡವು ಚೆನ್ನೈ ಸೂಪರ್ ಕಿಂಗ್ಸ್ ವಿರುದ್ಧ 6 ವಿಕೆಟ್‌ಗಳ ಭರ್ಜರಿ ಗೆಲುವು ಸಾಧಿಸಿ ಫೈನಲ್ ಪ್ರವೇಶಿಸಿದೆ. bbox=[638, 842, 730, 881]
sports-banner bbox=[638, 113, 839, 149]
bharath-headline: ಭಾರತ್ ವಿಕಾಸ್ ಶಾಲೆಗೆ ಶೇ.100 ಫಲಿತಾಂಶ bbox=[416, 821, 550, 831]
